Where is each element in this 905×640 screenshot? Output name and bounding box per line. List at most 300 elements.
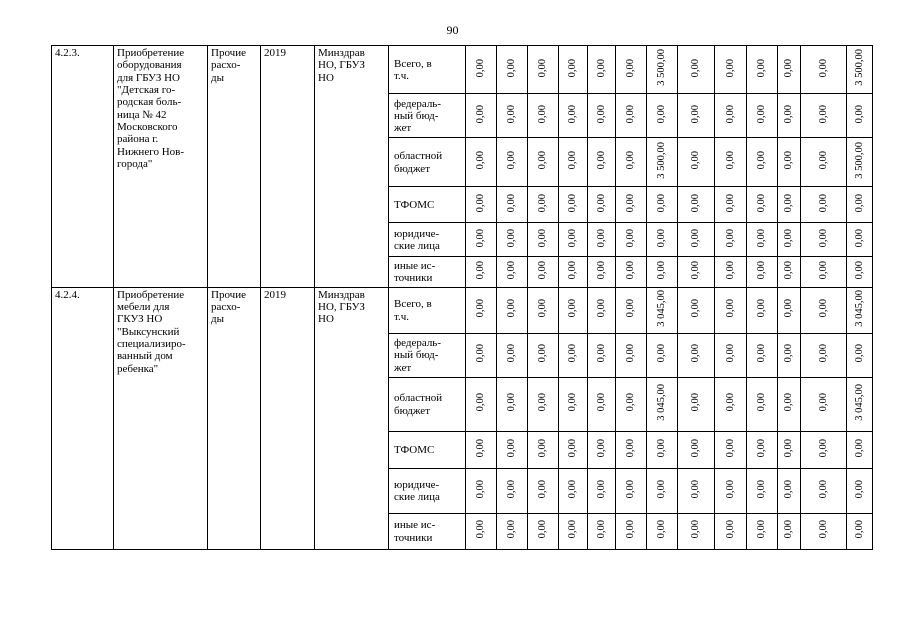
amount-cell bbox=[647, 94, 678, 138]
amount-value: 0,00 bbox=[817, 479, 829, 499]
amount-cell bbox=[778, 257, 801, 288]
amount-value: 0,00 bbox=[724, 299, 736, 318]
amount-value: 0,00 bbox=[537, 438, 549, 458]
amount-cell bbox=[497, 187, 528, 223]
amount-cell bbox=[616, 257, 647, 288]
amount-cell bbox=[747, 94, 778, 138]
amount-cell bbox=[801, 431, 847, 468]
amount-value: 0,00 bbox=[756, 520, 768, 539]
amount-value: 0,00 bbox=[506, 479, 518, 499]
amount-value: 0,00 bbox=[475, 299, 487, 318]
amount-cell bbox=[847, 187, 873, 223]
amount-value: 0,00 bbox=[817, 438, 829, 458]
amount-cell bbox=[678, 431, 715, 468]
amount-cell bbox=[616, 138, 647, 187]
amount-cell bbox=[747, 46, 778, 94]
amount-cell bbox=[847, 223, 873, 257]
amount-value: 0,00 bbox=[756, 58, 768, 78]
funding-source-cell: областной бюджет bbox=[389, 138, 466, 187]
amount-cell bbox=[466, 431, 497, 468]
amount-value: 0,00 bbox=[724, 479, 736, 499]
amount-value: 0,00 bbox=[817, 58, 829, 78]
amount-cell bbox=[747, 223, 778, 257]
year-cell: 2019 bbox=[261, 287, 315, 549]
amount-value: 0,00 bbox=[595, 228, 607, 248]
amount-value: 0,00 bbox=[625, 344, 637, 363]
amount-cell bbox=[559, 94, 588, 138]
funding-source-cell: федераль- ный бюд- жет bbox=[389, 94, 466, 138]
amount-cell bbox=[588, 46, 616, 94]
amount-cell bbox=[528, 46, 559, 94]
funding-source-cell: ТФОМС bbox=[389, 187, 466, 223]
amount-value: 0,00 bbox=[475, 228, 487, 248]
amount-value: 0,00 bbox=[690, 104, 702, 124]
amount-cell bbox=[528, 187, 559, 223]
amount-cell bbox=[678, 138, 715, 187]
amount-cell bbox=[747, 333, 778, 377]
amount-value: 0,00 bbox=[756, 344, 768, 363]
amount-value: 0,00 bbox=[817, 299, 829, 318]
amount-cell bbox=[847, 377, 873, 431]
amount-cell bbox=[466, 513, 497, 549]
funding-source-cell: федераль- ный бюд- жет bbox=[389, 333, 466, 377]
year-cell: 2019 bbox=[261, 46, 315, 288]
amount-cell bbox=[801, 377, 847, 431]
amount-cell bbox=[801, 468, 847, 513]
funding-source-cell: иные ис- точники bbox=[389, 513, 466, 549]
amount-value: 0,00 bbox=[783, 228, 795, 248]
amount-value: 0,00 bbox=[537, 193, 549, 213]
amount-value: 0,00 bbox=[853, 104, 865, 124]
amount-cell bbox=[466, 223, 497, 257]
page-number: 90 bbox=[446, 23, 459, 37]
amount-value: 0,00 bbox=[817, 393, 829, 412]
amount-cell bbox=[678, 287, 715, 333]
amount-value: 0,00 bbox=[625, 299, 637, 318]
amount-value: 0,00 bbox=[595, 438, 607, 458]
amount-value: 0,00 bbox=[853, 520, 865, 539]
funding-source-cell: Всего, в т.ч. bbox=[389, 46, 466, 94]
amount-value: 3 045,00 bbox=[656, 290, 668, 327]
amount-value: 0,00 bbox=[475, 104, 487, 124]
amount-cell bbox=[559, 46, 588, 94]
amount-value: 0,00 bbox=[690, 438, 702, 458]
amount-value: 0,00 bbox=[783, 104, 795, 124]
amount-cell bbox=[466, 257, 497, 288]
amount-cell bbox=[847, 513, 873, 549]
amount-cell bbox=[778, 513, 801, 549]
amount-value: 0,00 bbox=[783, 299, 795, 318]
funding-source-cell: юридиче- ские лица bbox=[389, 468, 466, 513]
amount-cell bbox=[466, 333, 497, 377]
amount-cell bbox=[715, 468, 747, 513]
amount-cell bbox=[678, 468, 715, 513]
amount-cell bbox=[497, 377, 528, 431]
amount-cell bbox=[715, 377, 747, 431]
amount-value: 0,00 bbox=[625, 58, 637, 78]
amount-value: 0,00 bbox=[783, 520, 795, 539]
amount-cell bbox=[747, 377, 778, 431]
amount-cell bbox=[801, 223, 847, 257]
amount-value: 0,00 bbox=[506, 228, 518, 248]
amount-value: 0,00 bbox=[537, 228, 549, 248]
amount-cell bbox=[528, 333, 559, 377]
amount-cell bbox=[497, 333, 528, 377]
amount-cell bbox=[747, 431, 778, 468]
amount-cell bbox=[801, 138, 847, 187]
amount-cell bbox=[715, 223, 747, 257]
amount-value: 0,00 bbox=[756, 151, 768, 170]
amount-value: 0,00 bbox=[595, 260, 607, 280]
amount-cell bbox=[778, 287, 801, 333]
amount-cell bbox=[497, 46, 528, 94]
amount-cell bbox=[678, 187, 715, 223]
amount-cell bbox=[678, 513, 715, 549]
amount-cell bbox=[778, 46, 801, 94]
amount-cell bbox=[647, 138, 678, 187]
funding-source-cell: иные ис- точники bbox=[389, 257, 466, 288]
amount-cell bbox=[678, 333, 715, 377]
amount-value: 3 045,00 bbox=[853, 290, 865, 327]
amount-value: 0,00 bbox=[756, 393, 768, 412]
amount-cell bbox=[801, 333, 847, 377]
amount-value: 0,00 bbox=[724, 393, 736, 412]
amount-cell bbox=[715, 287, 747, 333]
amount-cell bbox=[559, 513, 588, 549]
amount-cell bbox=[715, 431, 747, 468]
amount-value: 0,00 bbox=[595, 193, 607, 213]
amount-value: 0,00 bbox=[756, 104, 768, 124]
amount-cell bbox=[559, 377, 588, 431]
amount-value: 0,00 bbox=[506, 151, 518, 170]
amount-value: 0,00 bbox=[817, 228, 829, 248]
amount-value: 0,00 bbox=[656, 193, 668, 213]
amount-cell bbox=[588, 431, 616, 468]
amount-value: 0,00 bbox=[567, 393, 579, 412]
amount-value: 0,00 bbox=[506, 299, 518, 318]
amount-cell bbox=[497, 223, 528, 257]
amount-value: 0,00 bbox=[625, 260, 637, 280]
amount-value: 0,00 bbox=[783, 151, 795, 170]
amount-value: 0,00 bbox=[656, 104, 668, 124]
amount-value: 0,00 bbox=[783, 193, 795, 213]
amount-value: 0,00 bbox=[506, 393, 518, 412]
amount-cell bbox=[847, 333, 873, 377]
table-row bbox=[52, 287, 873, 333]
amount-value: 0,00 bbox=[537, 58, 549, 78]
amount-value: 0,00 bbox=[625, 393, 637, 412]
amount-value: 0,00 bbox=[724, 193, 736, 213]
amount-cell bbox=[466, 377, 497, 431]
amount-cell bbox=[466, 468, 497, 513]
amount-value: 0,00 bbox=[595, 393, 607, 412]
amount-cell bbox=[588, 138, 616, 187]
amount-cell bbox=[778, 333, 801, 377]
amount-value: 0,00 bbox=[853, 479, 865, 499]
amount-cell bbox=[559, 187, 588, 223]
amount-cell bbox=[528, 94, 559, 138]
amount-value: 0,00 bbox=[595, 479, 607, 499]
amount-value: 0,00 bbox=[567, 104, 579, 124]
amount-value: 0,00 bbox=[537, 104, 549, 124]
amount-cell bbox=[616, 223, 647, 257]
amount-value: 0,00 bbox=[567, 58, 579, 78]
amount-cell bbox=[847, 46, 873, 94]
item-name-cell: Приобретение оборудования для ГБУЗ НО "Детская го- родская боль- ница № 42 Московского района г. Нижнего Нов- города" bbox=[114, 46, 208, 288]
amount-cell bbox=[588, 257, 616, 288]
amount-value: 3 500,00 bbox=[853, 49, 865, 87]
amount-cell bbox=[497, 431, 528, 468]
amount-cell bbox=[678, 377, 715, 431]
amount-cell bbox=[616, 468, 647, 513]
amount-cell bbox=[801, 257, 847, 288]
amount-cell bbox=[588, 513, 616, 549]
amount-cell bbox=[588, 333, 616, 377]
amount-cell bbox=[847, 468, 873, 513]
amount-cell bbox=[747, 257, 778, 288]
amount-cell bbox=[647, 187, 678, 223]
amount-value: 0,00 bbox=[690, 151, 702, 170]
amount-value: 0,00 bbox=[506, 438, 518, 458]
amount-value: 0,00 bbox=[567, 260, 579, 280]
funding-source-cell: областной бюджет bbox=[389, 377, 466, 431]
amount-cell bbox=[647, 377, 678, 431]
amount-value: 0,00 bbox=[690, 58, 702, 78]
expense-type-cell: Прочие расхо- ды bbox=[208, 46, 261, 288]
amount-value: 0,00 bbox=[690, 299, 702, 318]
amount-value: 0,00 bbox=[853, 193, 865, 213]
item-name-cell: Приобретение мебели для ГКУЗ НО "Выксунский специализиро- ванный дом ребенка" bbox=[114, 287, 208, 549]
amount-cell bbox=[588, 468, 616, 513]
budget-table bbox=[51, 45, 873, 550]
amount-value: 0,00 bbox=[506, 260, 518, 280]
amount-value: 0,00 bbox=[475, 393, 487, 412]
amount-cell bbox=[466, 46, 497, 94]
amount-value: 0,00 bbox=[756, 438, 768, 458]
amount-cell bbox=[528, 431, 559, 468]
amount-cell bbox=[678, 46, 715, 94]
amount-cell bbox=[466, 187, 497, 223]
amount-value: 0,00 bbox=[475, 260, 487, 280]
item-code-cell: 4.2.3. bbox=[52, 46, 114, 288]
amount-value: 0,00 bbox=[656, 344, 668, 363]
amount-cell bbox=[778, 94, 801, 138]
amount-value: 0,00 bbox=[625, 104, 637, 124]
amount-cell bbox=[559, 223, 588, 257]
amount-value: 0,00 bbox=[783, 58, 795, 78]
amount-value: 0,00 bbox=[595, 104, 607, 124]
amount-value: 0,00 bbox=[625, 228, 637, 248]
amount-value: 0,00 bbox=[537, 393, 549, 412]
amount-cell bbox=[715, 94, 747, 138]
amount-cell bbox=[616, 431, 647, 468]
amount-cell bbox=[528, 223, 559, 257]
amount-cell bbox=[559, 287, 588, 333]
amount-cell bbox=[747, 513, 778, 549]
amount-value: 0,00 bbox=[475, 479, 487, 499]
amount-cell bbox=[497, 513, 528, 549]
amount-cell bbox=[847, 257, 873, 288]
amount-value: 0,00 bbox=[853, 438, 865, 458]
amount-cell bbox=[616, 377, 647, 431]
amount-cell bbox=[497, 468, 528, 513]
amount-value: 0,00 bbox=[724, 260, 736, 280]
amount-value: 0,00 bbox=[724, 58, 736, 78]
amount-cell bbox=[747, 138, 778, 187]
amount-cell bbox=[616, 187, 647, 223]
amount-cell bbox=[647, 257, 678, 288]
amount-value: 0,00 bbox=[724, 438, 736, 458]
amount-value: 0,00 bbox=[756, 479, 768, 499]
amount-cell bbox=[616, 94, 647, 138]
amount-cell bbox=[528, 513, 559, 549]
amount-value: 0,00 bbox=[817, 151, 829, 170]
amount-cell bbox=[559, 431, 588, 468]
amount-cell bbox=[778, 223, 801, 257]
amount-value: 0,00 bbox=[567, 479, 579, 499]
amount-cell bbox=[801, 187, 847, 223]
amount-value: 0,00 bbox=[475, 520, 487, 539]
amount-value: 0,00 bbox=[817, 104, 829, 124]
amount-cell bbox=[466, 94, 497, 138]
amount-value: 0,00 bbox=[783, 260, 795, 280]
amount-cell bbox=[747, 187, 778, 223]
amount-value: 0,00 bbox=[567, 299, 579, 318]
amount-value: 0,00 bbox=[567, 193, 579, 213]
amount-cell bbox=[497, 257, 528, 288]
amount-value: 0,00 bbox=[656, 520, 668, 539]
amount-value: 0,00 bbox=[724, 228, 736, 248]
amount-value: 0,00 bbox=[475, 193, 487, 213]
amount-cell bbox=[801, 94, 847, 138]
amount-value: 0,00 bbox=[475, 151, 487, 170]
amount-cell bbox=[647, 223, 678, 257]
amount-cell bbox=[647, 46, 678, 94]
amount-cell bbox=[559, 333, 588, 377]
amount-value: 0,00 bbox=[595, 58, 607, 78]
amount-value: 3 500,00 bbox=[853, 141, 865, 179]
amount-cell bbox=[616, 46, 647, 94]
amount-value: 0,00 bbox=[537, 260, 549, 280]
amount-value: 0,00 bbox=[724, 520, 736, 539]
amount-cell bbox=[528, 468, 559, 513]
amount-cell bbox=[559, 468, 588, 513]
amount-cell bbox=[715, 46, 747, 94]
amount-value: 0,00 bbox=[724, 151, 736, 170]
amount-cell bbox=[715, 333, 747, 377]
amount-value: 0,00 bbox=[656, 228, 668, 248]
amount-cell bbox=[778, 468, 801, 513]
amount-cell bbox=[466, 138, 497, 187]
funding-source-cell: Всего, в т.ч. bbox=[389, 287, 466, 333]
amount-cell bbox=[847, 431, 873, 468]
table-row bbox=[52, 46, 873, 94]
amount-cell bbox=[497, 94, 528, 138]
amount-cell bbox=[647, 287, 678, 333]
amount-cell bbox=[466, 287, 497, 333]
amount-value: 0,00 bbox=[817, 344, 829, 363]
amount-value: 0,00 bbox=[567, 344, 579, 363]
amount-value: 0,00 bbox=[506, 58, 518, 78]
funding-source-cell: юридиче- ские лица bbox=[389, 223, 466, 257]
executor-cell: Минздрав НО, ГБУЗ НО bbox=[315, 287, 389, 549]
amount-cell bbox=[847, 287, 873, 333]
amount-value: 0,00 bbox=[625, 193, 637, 213]
amount-value: 0,00 bbox=[783, 393, 795, 412]
amount-value: 0,00 bbox=[690, 520, 702, 539]
amount-cell bbox=[847, 94, 873, 138]
amount-value: 0,00 bbox=[567, 438, 579, 458]
amount-cell bbox=[559, 138, 588, 187]
amount-value: 0,00 bbox=[506, 344, 518, 363]
amount-value: 0,00 bbox=[690, 393, 702, 412]
amount-value: 0,00 bbox=[625, 520, 637, 539]
amount-value: 0,00 bbox=[567, 228, 579, 248]
amount-cell bbox=[801, 513, 847, 549]
amount-value: 0,00 bbox=[724, 344, 736, 363]
amount-cell bbox=[559, 257, 588, 288]
amount-value: 0,00 bbox=[690, 260, 702, 280]
amount-value: 0,00 bbox=[690, 479, 702, 499]
amount-cell bbox=[647, 431, 678, 468]
amount-cell bbox=[801, 287, 847, 333]
amount-value: 0,00 bbox=[756, 228, 768, 248]
amount-value: 3 500,00 bbox=[656, 49, 668, 87]
amount-cell bbox=[588, 223, 616, 257]
amount-cell bbox=[678, 223, 715, 257]
amount-value: 0,00 bbox=[656, 479, 668, 499]
amount-value: 0,00 bbox=[475, 344, 487, 363]
amount-cell bbox=[647, 468, 678, 513]
amount-value: 0,00 bbox=[625, 151, 637, 170]
amount-value: 0,00 bbox=[506, 193, 518, 213]
amount-value: 0,00 bbox=[690, 193, 702, 213]
amount-value: 0,00 bbox=[690, 228, 702, 248]
amount-value: 0,00 bbox=[567, 520, 579, 539]
amount-cell bbox=[847, 138, 873, 187]
amount-cell bbox=[588, 187, 616, 223]
amount-value: 0,00 bbox=[625, 479, 637, 499]
amount-value: 0,00 bbox=[537, 299, 549, 318]
amount-cell bbox=[715, 138, 747, 187]
amount-value: 0,00 bbox=[756, 193, 768, 213]
amount-value: 0,00 bbox=[595, 299, 607, 318]
amount-value: 0,00 bbox=[817, 520, 829, 539]
amount-value: 0,00 bbox=[567, 151, 579, 170]
amount-cell bbox=[616, 513, 647, 549]
amount-cell bbox=[801, 46, 847, 94]
amount-cell bbox=[528, 377, 559, 431]
item-code-cell: 4.2.4. bbox=[52, 287, 114, 549]
amount-cell bbox=[778, 431, 801, 468]
amount-cell bbox=[528, 287, 559, 333]
amount-value: 0,00 bbox=[595, 344, 607, 363]
amount-cell bbox=[715, 187, 747, 223]
amount-cell bbox=[588, 377, 616, 431]
amount-cell bbox=[778, 377, 801, 431]
amount-value: 0,00 bbox=[537, 479, 549, 499]
amount-value: 0,00 bbox=[690, 344, 702, 363]
amount-cell bbox=[497, 287, 528, 333]
amount-value: 0,00 bbox=[625, 438, 637, 458]
amount-value: 0,00 bbox=[537, 344, 549, 363]
amount-value: 0,00 bbox=[756, 299, 768, 318]
amount-value: 0,00 bbox=[817, 260, 829, 280]
amount-cell bbox=[778, 138, 801, 187]
amount-cell bbox=[747, 287, 778, 333]
amount-cell bbox=[616, 333, 647, 377]
amount-cell bbox=[588, 94, 616, 138]
